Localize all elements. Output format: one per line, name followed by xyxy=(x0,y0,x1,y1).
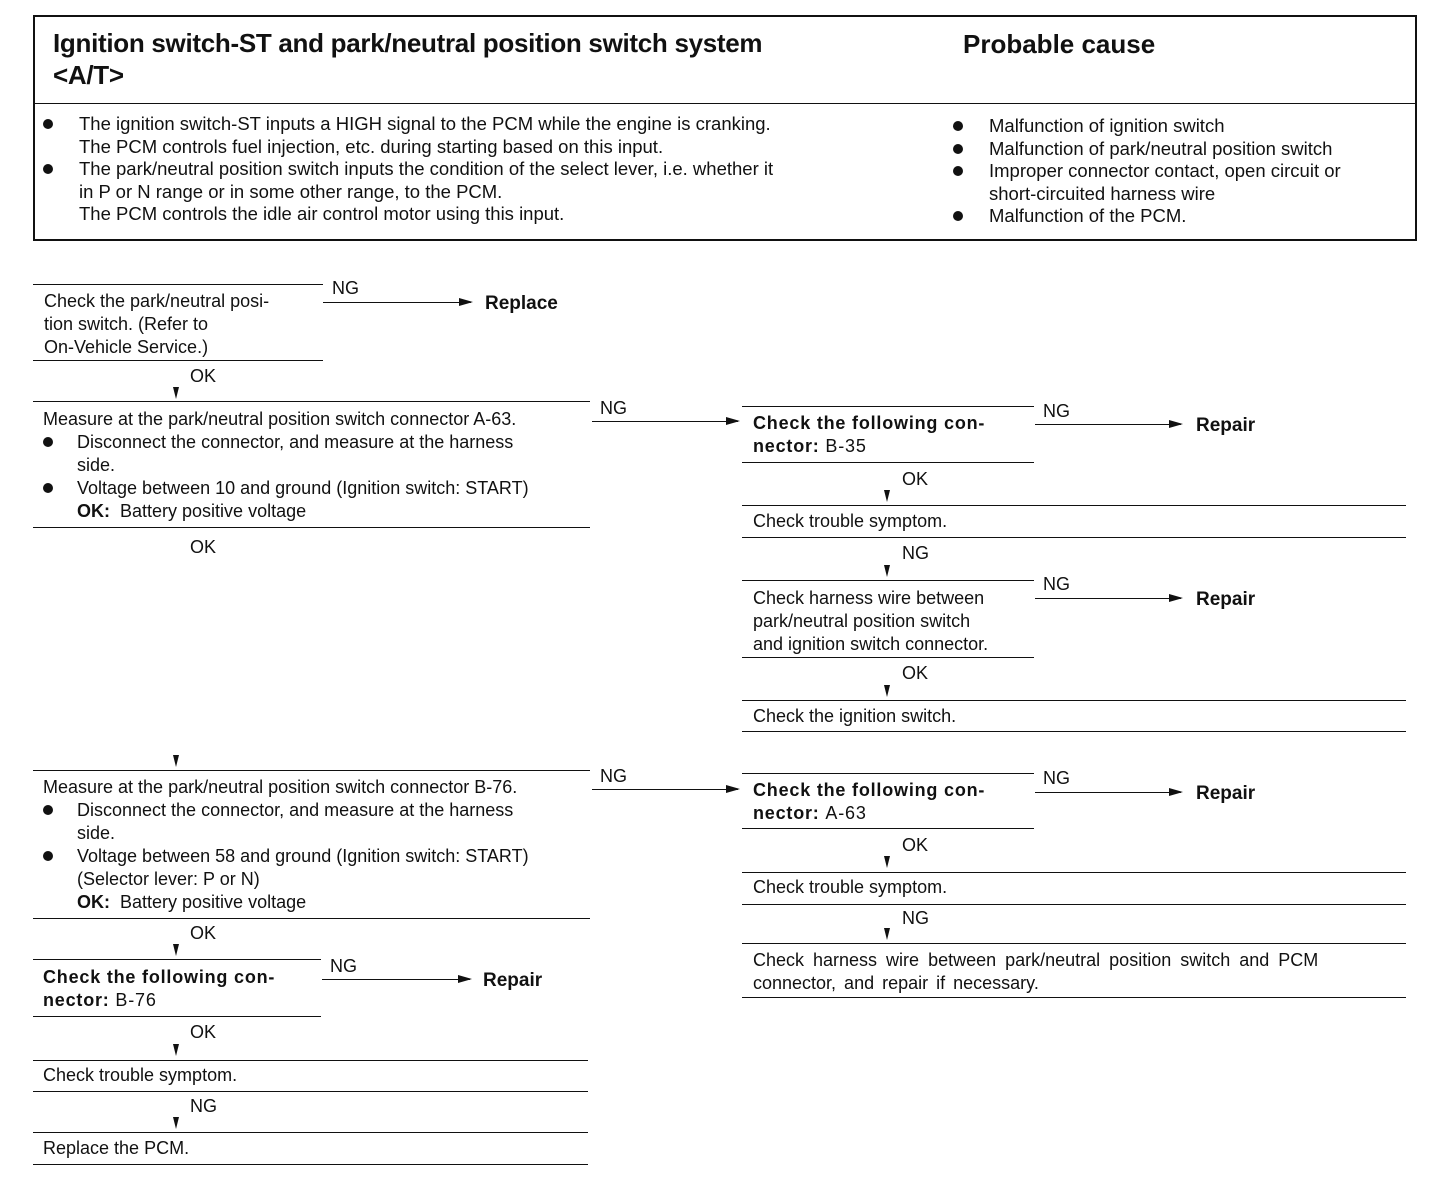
step1-box: Check the park/neutral posi- tion switch. (Refer to On-Vehicle Service.) xyxy=(44,291,270,357)
title-line-2: <A/T> xyxy=(53,60,124,90)
cause-item: Malfunction of park/neutral position switch xyxy=(953,138,1413,161)
probable-cause-list xyxy=(953,115,1413,228)
ok-label: OK xyxy=(190,537,217,557)
down-arrow-icon xyxy=(173,1044,179,1056)
step3-box: Measure at the park/neutral position switch connector B-76. Disconnect the connector, and measure at the harness side. Voltage between 58 and ground (Ignition switch: START) (Selector lever: P or N) OK: Battery positive voltage xyxy=(43,777,529,912)
repair-result: Repair xyxy=(1196,589,1256,610)
ok-label: OK xyxy=(902,469,929,489)
check-trouble-symptom: Check trouble symptom. xyxy=(753,877,948,897)
ng-arrow-icon xyxy=(1035,792,1181,793)
down-arrow-icon xyxy=(173,755,179,767)
cause-item: Malfunction of ignition switch xyxy=(953,115,1413,138)
bullet-icon xyxy=(43,119,53,129)
bullet-icon xyxy=(953,211,963,221)
check-connector-a63: Check the following con- nector: A-63 xyxy=(753,780,986,823)
harness-pcm-bottom-rule xyxy=(742,997,1406,998)
check-ignition-switch: Check the ignition switch. xyxy=(753,706,957,726)
probable-cause-title: Probable cause xyxy=(963,29,1156,59)
ok-label: OK xyxy=(902,663,929,683)
pcm-top-rule xyxy=(33,1132,588,1133)
check-connector-b35: Check the following con- nector: B-35 xyxy=(753,413,986,456)
repair-result: Repair xyxy=(1196,783,1256,804)
step3-top-rule xyxy=(33,770,590,771)
check-trouble-symptom: Check trouble symptom. xyxy=(43,1065,238,1085)
b35-top-rule xyxy=(742,406,1034,407)
header-box xyxy=(33,15,1417,241)
description-item: The ignition switch-ST inputs a HIGH signal to the PCM while the engine is cranking. The PCM controls fuel injection, etc. during starting based on this input. xyxy=(43,113,943,158)
b35-bottom-rule xyxy=(742,462,1034,463)
ignition-top-rule xyxy=(742,700,1406,701)
check-harness-ignition: Check harness wire between park/neutral position switch and ignition switch connector. xyxy=(753,588,989,654)
repair-result: Repair xyxy=(483,970,543,991)
step1-top-rule xyxy=(33,284,323,285)
down-arrow-icon xyxy=(884,928,890,940)
ng-arrow-icon xyxy=(323,302,471,303)
b76-top-rule xyxy=(33,959,321,960)
check-trouble-symptom: Check trouble symptom. xyxy=(753,511,948,531)
harness-top-rule xyxy=(742,580,1034,581)
title-line-1: Ignition switch-ST and park/neutral position switch system xyxy=(53,28,763,58)
down-arrow-icon xyxy=(884,856,890,868)
header-divider xyxy=(35,103,1415,104)
symptom3-bottom-rule xyxy=(33,1091,588,1092)
ng-arrow-icon xyxy=(592,789,738,790)
ng-label: NG xyxy=(332,278,359,298)
step2-box: Measure at the park/neutral position switch connector A-63. Disconnect the connector, and measure at the harness side. Voltage between 10 and ground (Ignition switch: START) OK: Battery positive voltage xyxy=(43,409,529,521)
ok-label: OK xyxy=(190,1022,217,1042)
bullet-icon xyxy=(43,483,53,493)
ignition-bottom-rule xyxy=(742,731,1406,732)
ok-label: OK xyxy=(190,923,217,943)
symptom2-bottom-rule xyxy=(742,904,1406,905)
step2-top-rule xyxy=(33,401,590,402)
down-arrow-icon xyxy=(173,1117,179,1129)
symptom-top-rule xyxy=(742,505,1406,506)
down-arrow-icon xyxy=(884,685,890,697)
bullet-icon xyxy=(953,121,963,131)
check-harness-pcm: Check harness wire between park/neutral position switch and PCM connector, and repair if necessary. xyxy=(753,950,1319,993)
bullet-icon xyxy=(953,144,963,154)
symptom3-top-rule xyxy=(33,1060,588,1061)
ok-label: OK xyxy=(190,366,217,386)
harness-bottom-rule xyxy=(742,657,1034,658)
ng-arrow-icon xyxy=(1035,598,1181,599)
ng-arrow-icon xyxy=(322,979,470,980)
bullet-icon xyxy=(43,437,53,447)
ng-label: NG xyxy=(190,1096,217,1116)
replace-pcm: Replace the PCM. xyxy=(43,1138,190,1158)
harness-pcm-top-rule xyxy=(742,943,1406,944)
description-item: The park/neutral position switch inputs the condition of the select lever, i.e. whether it in P or N range or in some other range, to the PCM. The PCM controls the idle air control motor using this input. xyxy=(43,158,943,226)
ng-label: NG xyxy=(330,956,357,976)
a63-top-rule xyxy=(742,773,1034,774)
repair-result: Repair xyxy=(1196,415,1256,436)
bullet-icon xyxy=(43,164,53,174)
system-description xyxy=(43,113,943,226)
down-arrow-icon xyxy=(884,565,890,577)
ng-label: NG xyxy=(1043,401,1070,421)
b76-bottom-rule xyxy=(33,1016,321,1017)
step3-bottom-rule xyxy=(33,918,590,919)
bullet-icon xyxy=(953,166,963,176)
down-arrow-icon xyxy=(173,387,179,399)
ok-label: OK xyxy=(902,835,929,855)
replace-result: Replace xyxy=(485,293,558,314)
step1-bottom-rule xyxy=(33,360,323,361)
down-arrow-icon xyxy=(173,944,179,956)
pcm-bottom-rule xyxy=(33,1164,588,1165)
check-connector-b76: Check the following con- nector: B-76 xyxy=(43,967,276,1010)
bullet-icon xyxy=(43,851,53,861)
down-arrow-icon xyxy=(884,490,890,502)
cause-item: Improper connector contact, open circuit or short-circuited harness wire xyxy=(953,160,1413,205)
ng-label: NG xyxy=(600,766,627,786)
a63-bottom-rule xyxy=(742,828,1034,829)
ng-label: NG xyxy=(1043,768,1070,788)
ng-label: NG xyxy=(1043,574,1070,594)
cause-item: Malfunction of the PCM. xyxy=(953,205,1413,228)
bullet-icon xyxy=(43,805,53,815)
symptom-bottom-rule xyxy=(742,537,1406,538)
ng-label: NG xyxy=(600,398,627,418)
step2-bottom-rule xyxy=(33,527,590,528)
ng-arrow-icon xyxy=(592,421,738,422)
page-title xyxy=(53,27,762,91)
ng-label: NG xyxy=(902,543,929,563)
ng-arrow-icon xyxy=(1035,424,1181,425)
ng-label: NG xyxy=(902,908,929,928)
symptom2-top-rule xyxy=(742,872,1406,873)
